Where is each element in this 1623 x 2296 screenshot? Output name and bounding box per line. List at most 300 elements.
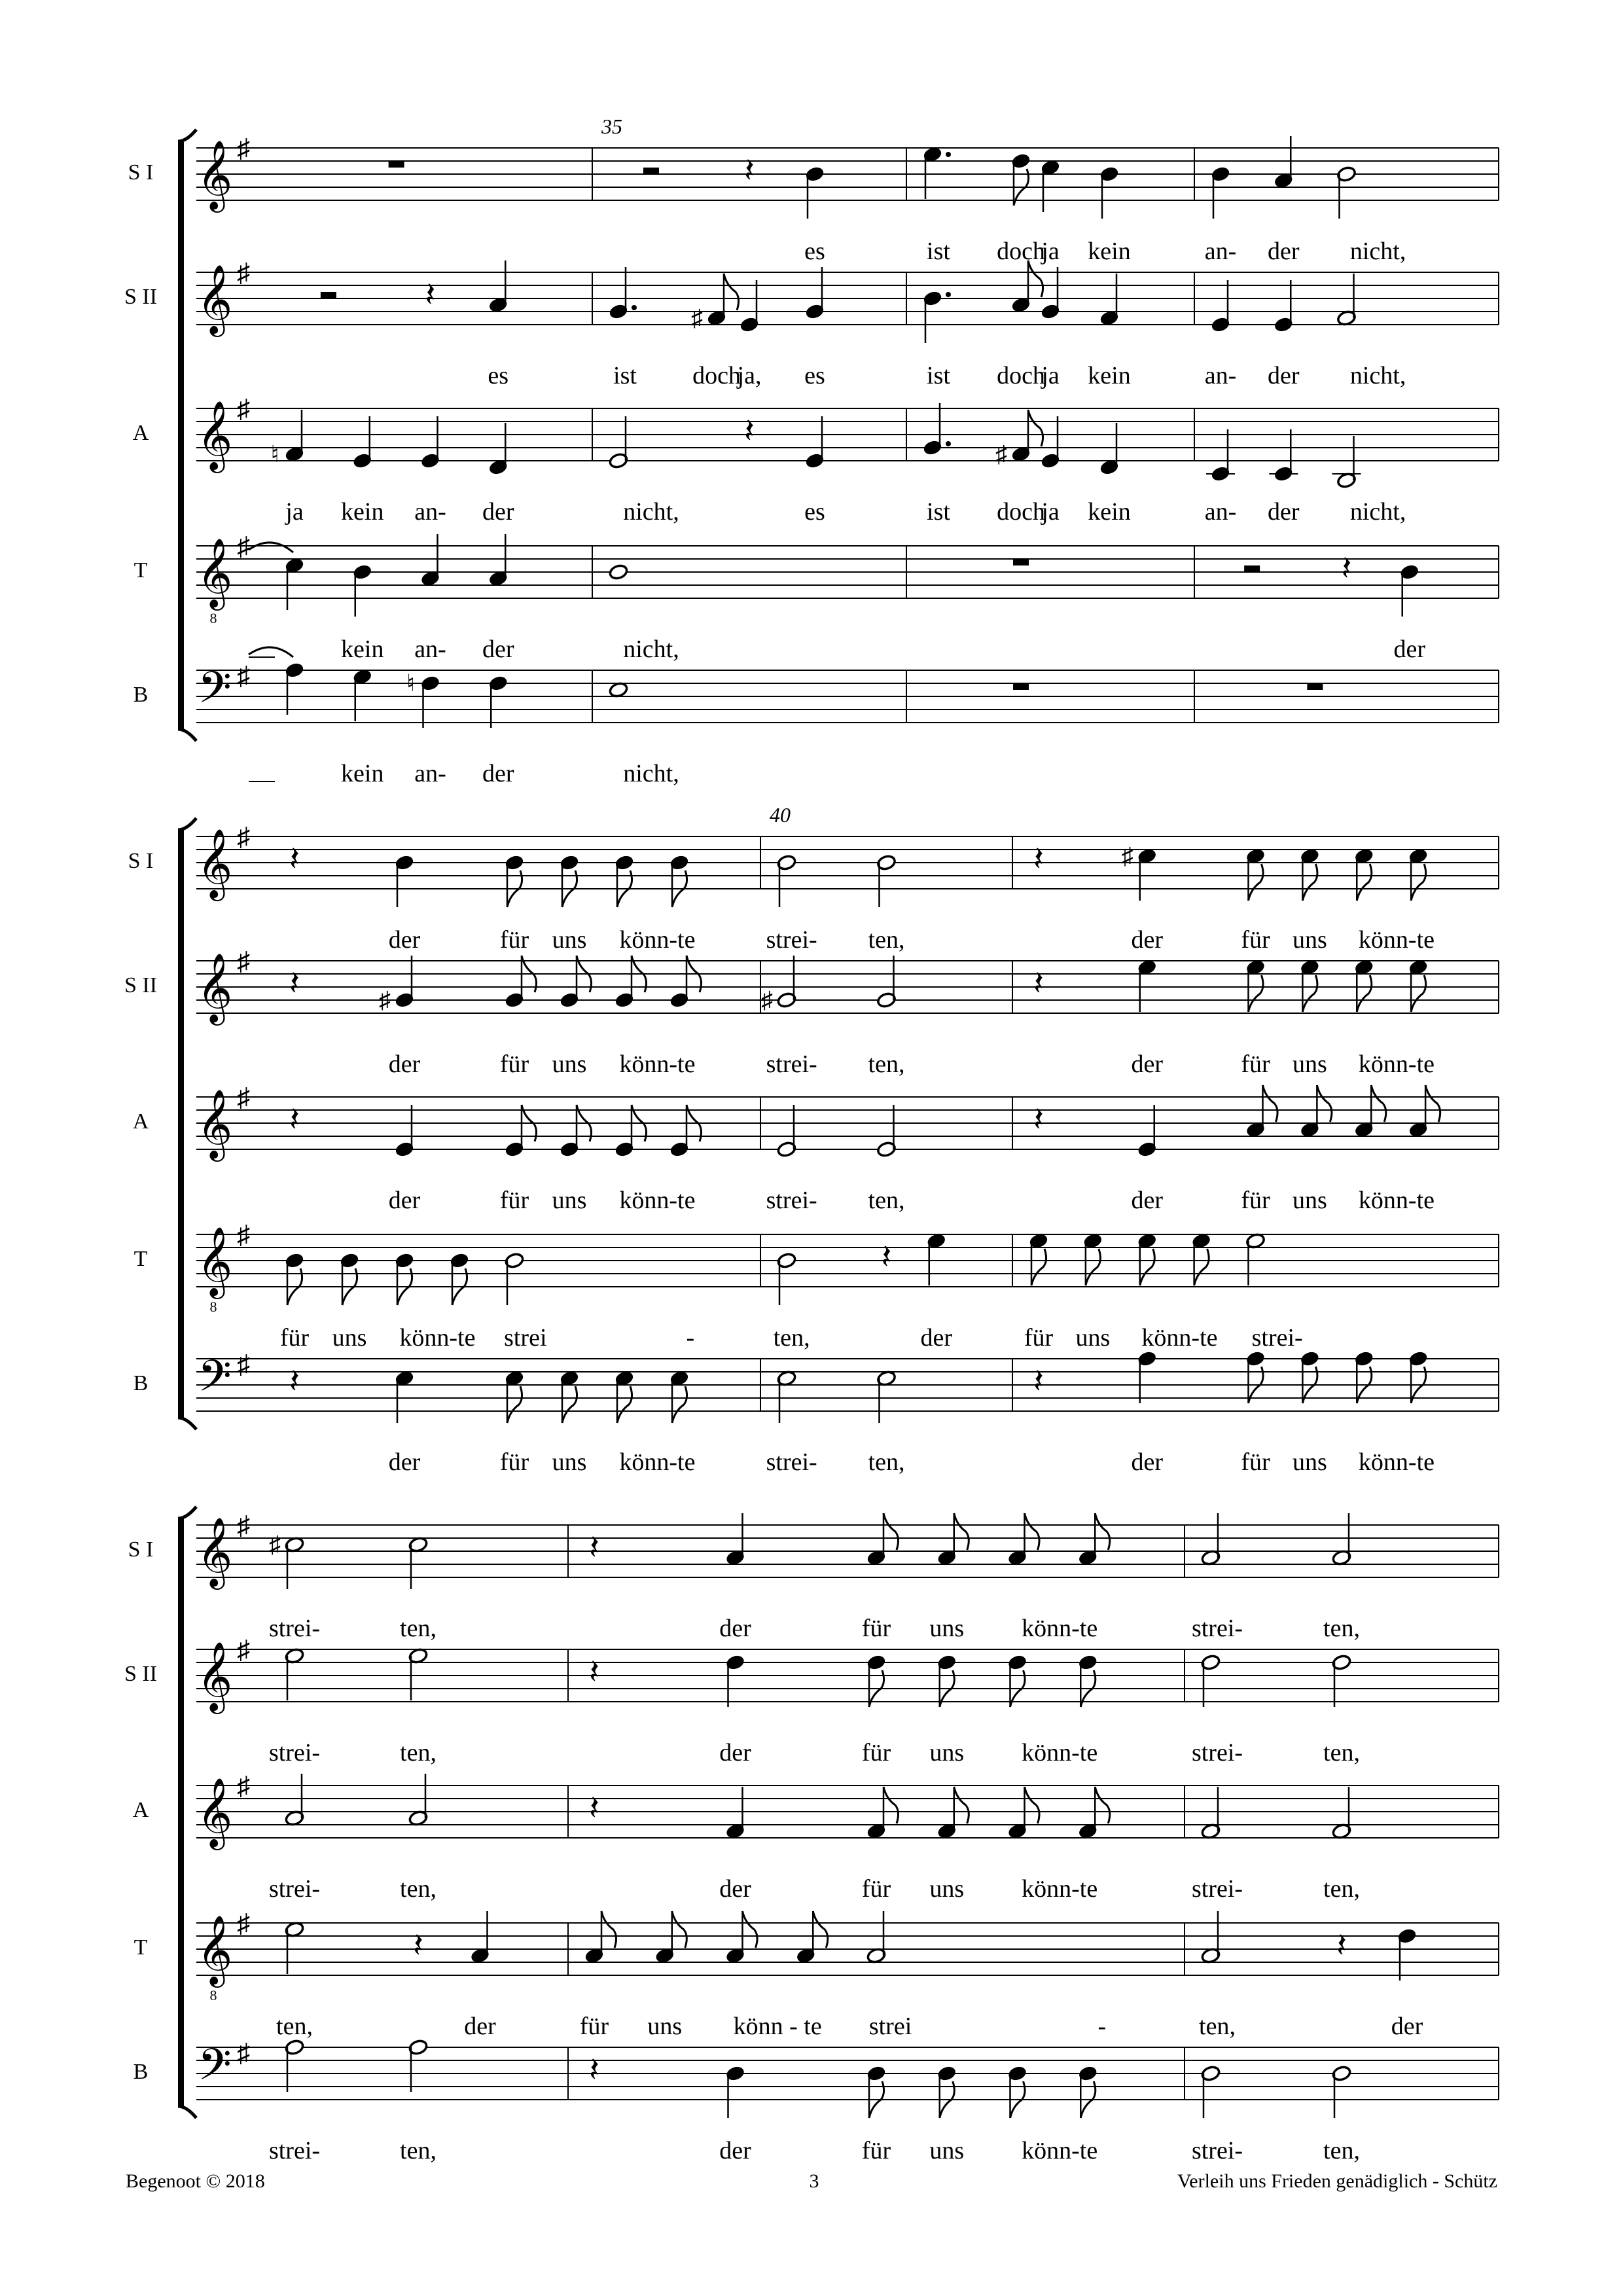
note	[777, 1105, 797, 1158]
note	[725, 1513, 745, 1566]
lyric-syllable: ja	[1041, 362, 1060, 389]
augmentation-dot	[946, 152, 951, 157]
lyric-syllable: uns	[1292, 926, 1327, 954]
eighth-flag	[1194, 1249, 1209, 1285]
lyric-syllable: ten,	[1323, 1615, 1360, 1642]
note	[285, 1774, 305, 1827]
key-signature-sharp-icon: ♯	[237, 1771, 250, 1801]
note	[406, 670, 440, 728]
key-signature-sharp-icon: ♯	[237, 2038, 250, 2068]
note	[1300, 1085, 1332, 1138]
lyric-syllable: uns	[1292, 1187, 1327, 1214]
note	[1397, 1928, 1418, 1981]
note	[995, 410, 1043, 467]
lyric-syllable: für	[499, 1187, 529, 1214]
quarter-rest: 𝄽	[589, 1790, 599, 1827]
lyric-syllable: für	[861, 1739, 891, 1767]
note	[505, 1252, 525, 1305]
key-signature-sharp-icon: ♯	[237, 946, 250, 976]
lyric-syllable: könn-te	[1358, 1050, 1435, 1078]
lyric-syllable: der	[1393, 636, 1426, 663]
quarter-rest: 𝄽	[744, 413, 755, 450]
lyric-syllable: der	[719, 1739, 751, 1767]
quarter-rest: 𝄽	[589, 2052, 599, 2089]
note	[1099, 423, 1120, 476]
lyric-syllable: es	[804, 238, 825, 265]
lyric-syllable: kein	[341, 636, 384, 663]
note	[1041, 416, 1061, 469]
lyric-syllable: strei-	[1191, 1875, 1243, 1903]
note	[1408, 959, 1429, 1012]
lyric-syllable: ten,	[400, 1615, 437, 1642]
lyric-syllable: ja,	[737, 362, 762, 389]
treble-clef-icon: 𝄞	[196, 266, 233, 332]
note	[1011, 152, 1031, 206]
note	[615, 854, 635, 907]
treble-clef-icon: 𝄞	[196, 1779, 233, 1846]
voice-label: T	[134, 1935, 148, 1960]
note	[936, 2065, 957, 2118]
lyric-syllable: der	[482, 760, 514, 787]
lyric-syllable: ja	[1041, 238, 1060, 265]
voice-label: A	[132, 1798, 149, 1822]
note	[488, 423, 508, 476]
eighth-flag	[954, 1787, 969, 1823]
lyric-syllable: der	[1267, 238, 1300, 265]
lyric-syllable: an-	[1204, 498, 1237, 526]
lyric-syllable: strei	[504, 1324, 547, 1352]
eighth-flag	[1411, 975, 1426, 1012]
lyric-syllable: uns	[552, 1187, 587, 1214]
note	[1122, 843, 1157, 901]
lyric-syllable: ten,	[400, 2137, 437, 2164]
note	[1201, 2065, 1221, 2118]
sharp-accidental-icon: ♯	[995, 441, 1007, 467]
note	[488, 534, 508, 587]
bracket-bottom-hook	[178, 2106, 196, 2118]
footer-copyright: Begenoot © 2018	[126, 2170, 265, 2192]
lyric-syllable: für	[499, 1448, 529, 1476]
note	[805, 166, 825, 219]
measure-number: 35	[601, 115, 622, 138]
lyric-syllable: strei-	[268, 2137, 321, 2164]
note	[866, 2065, 887, 2118]
note	[1274, 280, 1294, 333]
staff-A	[133, 1083, 1499, 1214]
eighth-flag	[1317, 1085, 1332, 1122]
whole-rest	[389, 161, 404, 168]
note	[488, 675, 508, 728]
note	[488, 260, 508, 314]
lyric-syllable: doch	[997, 362, 1045, 389]
note	[1332, 1787, 1352, 1840]
treble-clef-icon: 𝄞	[196, 830, 233, 897]
bass-clef-icon: 𝄢	[198, 1354, 232, 1411]
quarter-rest: 𝄽	[1033, 1363, 1044, 1401]
eighth-flag	[1028, 410, 1043, 446]
lyric-syllable: der	[719, 1875, 751, 1903]
note	[876, 956, 897, 1009]
note	[866, 1654, 887, 1707]
lyric-syllable: strei-	[268, 1615, 321, 1642]
voice-label: B	[133, 2060, 149, 2084]
tie-arc	[249, 647, 293, 657]
lyric-syllable: der	[388, 1448, 421, 1476]
lyric-syllable: strei-	[766, 1187, 817, 1214]
eighth-flag	[507, 1386, 522, 1423]
quarter-rest: 𝄽	[289, 1363, 300, 1401]
lyric-syllable: ist	[927, 238, 950, 265]
lyric-syllable: der	[1131, 926, 1164, 954]
lyric-syllable: für	[499, 926, 529, 954]
lyric-syllable: an-	[1204, 238, 1237, 265]
lyric-syllable: ten,	[868, 926, 905, 954]
note	[1137, 1350, 1157, 1403]
bracket-bottom-hook	[178, 1418, 196, 1429]
note	[1408, 1085, 1440, 1138]
staff-A	[133, 1771, 1499, 1903]
note	[1137, 959, 1157, 1012]
staff-T	[134, 531, 1499, 663]
note	[1041, 267, 1061, 320]
lyric-syllable: ten,	[1199, 2013, 1236, 2040]
note	[654, 1911, 687, 1964]
lyric-syllable: kein	[1088, 498, 1131, 526]
note	[285, 2039, 305, 2092]
note	[1399, 564, 1419, 617]
voice-label: B	[133, 1371, 149, 1395]
voice-label: S II	[124, 285, 158, 309]
lyric-syllable: ten,	[1323, 1739, 1360, 1767]
sharp-accidental-icon: ♯	[761, 987, 773, 1013]
sharp-accidental-icon: ♯	[379, 987, 391, 1013]
quarter-rest: 𝄽	[289, 1102, 300, 1139]
note	[1078, 1654, 1098, 1707]
quarter-rest: 𝄽	[1341, 550, 1352, 588]
treble-clef-icon: 𝄞	[196, 1916, 233, 1983]
note	[936, 1513, 969, 1566]
augmentation-dot	[946, 292, 951, 297]
note	[609, 416, 629, 469]
note	[1211, 166, 1231, 219]
note	[876, 1370, 897, 1423]
lyric-syllable: ten,	[868, 1448, 905, 1476]
lyric-syllable: ist	[613, 362, 637, 389]
lyric-syllable: uns	[1292, 1448, 1327, 1476]
quarter-rest: 𝄽	[425, 277, 436, 314]
note	[249, 543, 304, 610]
natural-accidental-icon: ♮	[406, 670, 415, 696]
whole-rest	[1307, 683, 1323, 690]
note	[1007, 1654, 1027, 1707]
lyric-syllable: der	[1131, 1187, 1164, 1214]
note	[1201, 1654, 1221, 1707]
lyric-syllable: könn-te	[1022, 1875, 1098, 1903]
treble-clef-icon: 𝄞	[196, 1643, 233, 1710]
lyric-syllable: für	[499, 1050, 529, 1078]
key-signature-sharp-icon: ♯	[237, 1511, 250, 1540]
note	[1354, 1085, 1386, 1138]
note	[805, 267, 825, 320]
key-signature-sharp-icon: ♯	[237, 394, 250, 423]
treble-clef-icon: 𝄞	[196, 402, 233, 469]
note	[796, 1911, 828, 1964]
lyric-syllable: strei-	[766, 1448, 817, 1476]
lyric-syllable: strei	[868, 2013, 912, 2040]
lyric-syllable: strei-	[766, 1050, 817, 1078]
voice-label: A	[132, 421, 149, 445]
note	[1300, 959, 1320, 1012]
voice-label: A	[132, 1109, 149, 1134]
lyric-syllable: uns	[1075, 1324, 1111, 1352]
system-2	[124, 803, 1499, 1476]
lyric-syllable: es	[804, 498, 825, 526]
lyric-syllable: ten,	[1323, 2137, 1360, 2164]
key-signature-sharp-icon: ♯	[237, 1083, 250, 1112]
note	[470, 1911, 490, 1964]
lyric-syllable: strei-	[766, 926, 817, 954]
eighth-flag	[1025, 1513, 1040, 1550]
note	[1332, 2065, 1352, 2118]
note	[340, 1252, 360, 1305]
lyric-syllable: für	[1241, 926, 1270, 954]
voice-label: S I	[128, 849, 154, 873]
bracket-bottom-hook	[178, 729, 196, 741]
note	[1007, 2065, 1027, 2118]
eighth-flag	[601, 1911, 616, 1948]
quarter-rest: 𝄽	[289, 965, 300, 1003]
lyric-syllable: strei-	[268, 1875, 321, 1903]
note	[740, 280, 760, 333]
eighth-flag	[1025, 1787, 1040, 1823]
lyric-syllable: der	[1267, 498, 1300, 526]
note	[805, 416, 825, 469]
lyric-syllable: uns	[929, 1875, 965, 1903]
natural-accidental-icon: ♮	[270, 441, 279, 467]
lyric-syllable: ten,	[1323, 1875, 1360, 1903]
quarter-rest: 𝄽	[1033, 1102, 1044, 1139]
staff-S1	[128, 822, 1499, 954]
note	[1245, 1085, 1277, 1138]
voice-label: T	[134, 558, 148, 583]
note	[1029, 1232, 1049, 1285]
system-bracket	[178, 830, 184, 1418]
note	[450, 1252, 470, 1305]
eighth-flag	[1031, 1249, 1046, 1285]
lyric-syllable: der	[1391, 2013, 1423, 2040]
note	[1300, 1350, 1320, 1403]
lyric-syllable: für	[279, 1324, 310, 1352]
eighth-flag	[1249, 975, 1264, 1012]
bracket-top-hook	[178, 130, 196, 141]
lyric-syllable: der	[920, 1324, 953, 1352]
lyric-syllable: für	[579, 2013, 609, 2040]
note	[560, 854, 580, 907]
lyric-syllable: der	[1131, 1050, 1164, 1078]
key-signature-sharp-icon: ♯	[237, 531, 250, 561]
key-signature-sharp-icon: ♯	[237, 1350, 250, 1379]
lyric-syllable: könn-te	[1358, 1187, 1435, 1214]
lyric-syllable: ten,	[868, 1187, 905, 1214]
note	[725, 1654, 745, 1707]
eighth-flag	[743, 1911, 758, 1948]
note	[1269, 429, 1298, 482]
lyric-syllable: könn-te	[619, 926, 696, 954]
note	[1245, 1232, 1266, 1285]
eighth-flag	[1302, 975, 1317, 1012]
lyric-syllable: könn-te	[1022, 2137, 1098, 2164]
lyric-syllable: könn-te	[1358, 926, 1435, 954]
note	[1332, 436, 1361, 489]
lyric-syllable: könn-te	[619, 1187, 696, 1214]
note	[1191, 1232, 1211, 1285]
lyric-syllable: der	[388, 1050, 421, 1078]
quarter-rest: 𝄽	[589, 1530, 599, 1567]
note	[408, 1536, 429, 1589]
lyric-syllable: der	[719, 1615, 751, 1642]
quarter-rest: 𝄽	[1033, 841, 1044, 878]
half-rest	[1244, 565, 1260, 572]
voice-label: S I	[128, 160, 154, 185]
note	[352, 564, 372, 617]
note	[1201, 1911, 1221, 1964]
note	[1245, 959, 1266, 1012]
lyric-syllable: an-	[1204, 362, 1237, 389]
note	[1245, 1350, 1266, 1403]
footer-title: Verleih uns Frieden genädiglich - Schütz	[1177, 2170, 1497, 2192]
lyric-syllable: es	[488, 362, 509, 389]
staff-S1	[128, 134, 1499, 265]
half-rest	[321, 292, 336, 298]
treble-clef-icon: 𝄞	[196, 954, 233, 1021]
note	[866, 1787, 899, 1840]
note	[395, 1370, 415, 1423]
lyric-syllable: der	[719, 2137, 751, 2164]
lyric-syllable: uns	[552, 1050, 587, 1078]
note	[876, 1105, 897, 1158]
lyric-syllable: ten,	[868, 1050, 905, 1078]
note	[1099, 166, 1120, 219]
note	[669, 854, 690, 907]
whole-rest	[1013, 683, 1029, 690]
eighth-flag	[672, 1386, 687, 1423]
note	[1206, 429, 1235, 482]
note	[285, 1252, 305, 1305]
lyric-syllable: doch	[692, 362, 741, 389]
note	[560, 1370, 580, 1423]
staff-A	[133, 394, 1499, 526]
note	[1137, 1232, 1157, 1285]
eighth-flag	[1263, 1085, 1278, 1122]
note	[1211, 280, 1231, 333]
note	[1274, 136, 1294, 189]
note	[395, 1252, 415, 1305]
lyric-syllable: nicht,	[623, 498, 679, 526]
note	[725, 1911, 757, 1964]
lyric-syllable: ja	[285, 498, 304, 526]
note	[1078, 1513, 1110, 1566]
note	[269, 1532, 304, 1589]
note	[1354, 959, 1374, 1012]
eighth-flag	[954, 1513, 969, 1550]
note	[1201, 1513, 1221, 1566]
staff-T	[134, 1909, 1499, 2040]
lyric-syllable: uns	[332, 1324, 367, 1352]
lyric-syllable: für	[1024, 1324, 1054, 1352]
sharp-accidental-icon: ♯	[691, 305, 703, 331]
lyric-syllable: strei-	[268, 1739, 321, 1767]
note	[1007, 1787, 1039, 1840]
lyric-syllable: uns	[647, 2013, 683, 2040]
key-signature-sharp-icon: ♯	[237, 822, 250, 852]
eighth-flag	[1302, 864, 1317, 901]
lyric-syllable: nicht,	[1349, 498, 1406, 526]
lyric-syllable: ja	[1041, 498, 1060, 526]
note	[1408, 848, 1429, 901]
lyric-syllable: uns	[929, 1615, 965, 1642]
note	[408, 1774, 429, 1827]
lyric-syllable: könn-te	[399, 1324, 476, 1352]
quarter-rest: 𝄽	[413, 1928, 423, 1965]
lyric-syllable: für	[861, 1615, 891, 1642]
lyric-syllable: nicht,	[623, 636, 679, 663]
key-signature-sharp-icon: ♯	[237, 134, 250, 163]
lyric-syllable: kein	[1088, 362, 1131, 389]
half-rest	[643, 168, 659, 174]
voice-label: T	[134, 1247, 148, 1271]
eighth-flag	[1425, 1085, 1440, 1122]
lyric-syllable: uns	[929, 1739, 965, 1767]
note	[777, 854, 797, 907]
key-signature-sharp-icon: ♯	[237, 1220, 250, 1249]
note	[285, 1647, 305, 1700]
voice-label: S I	[128, 1537, 154, 1562]
note	[777, 1370, 797, 1423]
quarter-rest: 𝄽	[881, 1239, 892, 1276]
octave-marker: 8	[209, 1299, 217, 1315]
sharp-accidental-icon: ♯	[269, 1532, 281, 1558]
note	[1336, 274, 1357, 327]
staff-S1	[128, 1511, 1499, 1642]
quarter-rest: 𝄽	[289, 841, 300, 878]
note	[609, 564, 629, 581]
eighth-flag	[883, 1513, 899, 1550]
lyric-syllable: uns	[1292, 1050, 1327, 1078]
lyric-syllable: der	[482, 498, 514, 526]
lyric-syllable: könn - te	[733, 2013, 822, 2040]
lyric-syllable: doch	[997, 498, 1045, 526]
note	[1011, 260, 1043, 314]
lyric-syllable: uns	[552, 1448, 587, 1476]
eighth-flag	[1028, 260, 1043, 297]
eighth-flag	[672, 1911, 687, 1948]
note	[408, 1647, 429, 1700]
note	[420, 416, 440, 469]
lyric-syllable: kein	[341, 760, 384, 787]
eighth-flag	[1095, 1513, 1110, 1550]
note	[669, 1370, 690, 1423]
lyric-syllable: könn-te	[619, 1050, 696, 1078]
eighth-flag	[1371, 1085, 1386, 1122]
eighth-flag	[1357, 975, 1372, 1012]
whole-rest	[1013, 559, 1029, 565]
note	[876, 854, 897, 907]
staff-B	[134, 647, 1499, 787]
page-number: 3	[809, 2170, 819, 2192]
note	[1354, 848, 1374, 901]
note	[1007, 1513, 1039, 1566]
voice-label: S II	[124, 973, 158, 997]
